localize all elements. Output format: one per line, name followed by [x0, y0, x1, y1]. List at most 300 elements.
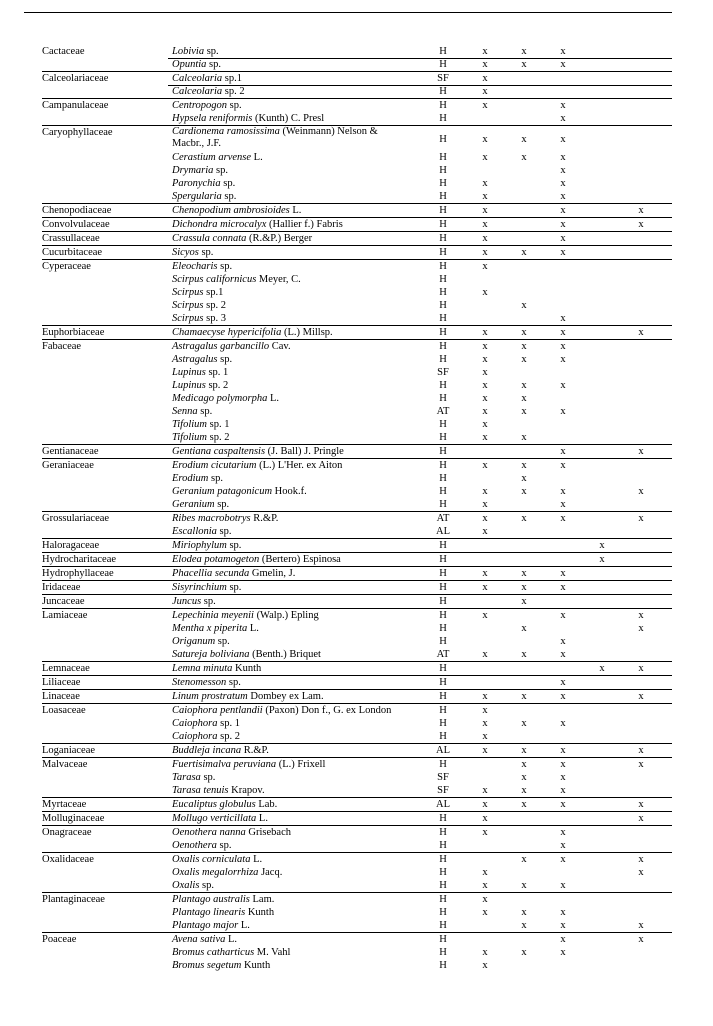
growth-form: H: [439, 219, 447, 230]
family-name: Lamiaceae: [42, 610, 88, 621]
species-genus: Paronychia: [172, 178, 221, 189]
table-row: [42, 946, 672, 959]
table-row: [42, 635, 672, 648]
species-authority: sp.: [201, 596, 216, 607]
mark-cell: x: [560, 582, 566, 593]
family-name: Hydrocharitaceae: [42, 554, 117, 565]
mark-cell: x: [560, 610, 566, 621]
species-authority: (Hallier f.) Fabris: [266, 219, 343, 230]
species-name: [172, 190, 236, 203]
species-authority: L.: [238, 920, 250, 931]
family-name: Grossulariaceae: [42, 513, 110, 524]
mark-cell: x: [638, 691, 644, 702]
species-name: [172, 431, 229, 444]
species-authority: (Kunth) C. Presl: [252, 113, 325, 124]
table-row: [42, 340, 672, 353]
mark-cell: x: [560, 499, 566, 510]
species-authority: sp.: [197, 406, 213, 417]
mark-cell: x: [638, 513, 644, 524]
mark-cell: x: [482, 432, 488, 443]
species-name: [172, 498, 229, 511]
growth-form: H: [439, 274, 447, 285]
species-genus: Tarasa tenuis: [172, 785, 229, 796]
species-name: [172, 648, 321, 661]
mark-cell: x: [560, 772, 566, 783]
growth-form: H: [439, 300, 447, 311]
mark-cell: x: [482, 100, 488, 111]
family-group: [42, 595, 672, 609]
species-name: [172, 690, 324, 703]
growth-form: H: [439, 960, 447, 971]
species-genus: Cardionema ramosissima: [172, 126, 280, 137]
mark-cell: x: [482, 380, 488, 391]
species-name: [172, 99, 242, 112]
table-row: [42, 933, 672, 946]
species-authority: sp.: [204, 46, 219, 57]
species-name: [172, 512, 278, 525]
species-authority: Krapov.: [228, 785, 265, 796]
mark-cell: x: [560, 827, 566, 838]
mark-cell: x: [521, 46, 527, 57]
mark-cell: x: [482, 86, 488, 97]
growth-form: H: [439, 582, 447, 593]
species-name: [172, 581, 241, 594]
mark-cell: x: [560, 59, 566, 70]
table-row: [42, 58, 672, 71]
species-genus: Erodium cicutarium: [172, 460, 257, 471]
family-group: [42, 826, 672, 853]
mark-cell: x: [521, 473, 527, 484]
mark-cell: x: [638, 934, 644, 945]
family-group: [42, 853, 672, 893]
species-genus: Linum prostratum: [172, 691, 248, 702]
growth-form: H: [439, 419, 447, 430]
growth-form: H: [439, 554, 447, 565]
family-group: [42, 445, 672, 459]
mark-cell: x: [638, 610, 644, 621]
species-authority: sp. 1: [217, 718, 240, 729]
family-group: [42, 260, 672, 326]
species-name: [172, 798, 277, 811]
mark-cell: x: [482, 499, 488, 510]
mark-cell: x: [521, 59, 527, 70]
growth-form: AT: [436, 406, 450, 417]
species-genus: Senna: [172, 406, 198, 417]
species-name: [172, 771, 215, 784]
table-row: [42, 771, 672, 784]
family-group: [42, 340, 672, 445]
species-name: [172, 595, 216, 608]
growth-form: H: [439, 568, 447, 579]
mark-cell: x: [482, 718, 488, 729]
family-group: [42, 704, 672, 744]
species-genus: Spergularia: [172, 191, 222, 202]
species-name: [172, 866, 282, 879]
family-group: [42, 459, 672, 512]
species-table: [42, 45, 672, 972]
species-genus: Escallonia: [172, 526, 217, 537]
species-genus: Phacellia secunda: [172, 568, 250, 579]
species-authority: sp.: [199, 880, 215, 891]
mark-cell: x: [482, 419, 488, 430]
species-name: [172, 72, 242, 85]
species-authority: L.: [247, 623, 259, 634]
mark-cell: x: [521, 880, 527, 891]
species-name: [172, 260, 232, 273]
mark-cell: x: [560, 513, 566, 524]
mark-cell: x: [638, 486, 644, 497]
species-genus: Tarasa: [172, 772, 201, 783]
table-row: [42, 959, 672, 972]
species-authority: sp.: [216, 526, 232, 537]
family-group: [42, 553, 672, 567]
species-genus: Mentha x piperita: [172, 623, 248, 634]
table-row: [42, 690, 672, 703]
growth-form: H: [439, 623, 447, 634]
mark-cell: x: [482, 785, 488, 796]
family-name: Gentianaceae: [42, 446, 99, 457]
species-genus: Caiophora: [172, 731, 218, 742]
mark-cell: x: [482, 233, 488, 244]
species-genus: Elodea potamogeton: [172, 554, 260, 565]
mark-cell: x: [638, 219, 644, 230]
growth-form: H: [439, 827, 447, 838]
mark-cell: x: [482, 568, 488, 579]
species-name: [172, 232, 312, 245]
table-row: [42, 893, 672, 906]
species-authority: R.&P.: [241, 745, 269, 756]
species-name: [172, 472, 223, 485]
table-row: [42, 839, 672, 852]
mark-cell: x: [521, 947, 527, 958]
mark-cell: x: [638, 813, 644, 824]
species-genus: Scirpus: [172, 300, 204, 311]
family-name: Plantaginaceae: [42, 894, 105, 905]
species-authority: sp.1: [203, 287, 224, 298]
family-name: Juncaceae: [42, 596, 85, 607]
growth-form: SF: [437, 785, 449, 796]
species-genus: Stenomesson: [172, 677, 227, 688]
growth-form: H: [439, 313, 447, 324]
mark-cell: x: [638, 205, 644, 216]
mark-cell: x: [482, 513, 488, 524]
mark-cell: x: [521, 649, 527, 660]
species-genus: Eleocharis: [172, 261, 218, 272]
table-row: [42, 99, 672, 112]
species-authority: Hook.f.: [272, 486, 307, 497]
mark-cell: x: [560, 947, 566, 958]
species-authority: sp.: [226, 540, 242, 551]
growth-form: H: [439, 205, 447, 216]
species-authority: Gmelin, J.: [249, 568, 296, 579]
table-row: [42, 512, 672, 525]
species-genus: Crassula connata: [172, 233, 247, 244]
species-authority: R.&P.: [250, 513, 279, 524]
table-row: [42, 539, 672, 552]
species-authority: sp. 2: [203, 300, 226, 311]
mark-cell: x: [560, 907, 566, 918]
species-genus: Mollugo verticillata: [172, 813, 257, 824]
mark-cell: x: [521, 380, 527, 391]
growth-form: H: [439, 540, 447, 551]
growth-form: H: [439, 691, 447, 702]
species-authority: sp.: [198, 247, 214, 258]
family-name: Cactaceae: [42, 46, 85, 57]
mark-cell: x: [638, 663, 644, 674]
species-genus: Astragalus garbancillo: [172, 341, 270, 352]
growth-form: H: [439, 840, 447, 851]
species-authority: M. Vahl: [254, 947, 291, 958]
species-genus: Chamaecyse hypericifolia: [172, 327, 282, 338]
growth-form: H: [439, 813, 447, 824]
species-authority: sp.: [216, 840, 232, 851]
table-row: [42, 85, 672, 98]
species-authority: sp.: [217, 354, 233, 365]
species-authority: sp.: [215, 636, 230, 647]
species-genus: Gentiana caspaltensis: [172, 446, 266, 457]
family-name: Fabaceae: [42, 341, 82, 352]
mark-cell: x: [560, 649, 566, 660]
species-name: [172, 839, 232, 852]
species-authority: Lam.: [249, 894, 275, 905]
species-authority: Cav.: [269, 341, 291, 352]
mark-cell: x: [482, 219, 488, 230]
growth-form: H: [439, 731, 447, 742]
species-genus: Satureja boliviana: [172, 649, 250, 660]
mark-cell: x: [638, 327, 644, 338]
mark-cell: x: [560, 854, 566, 865]
species-authority: Lab.: [255, 799, 278, 810]
species-authority: sp. 2: [222, 86, 245, 97]
species-name: [172, 58, 221, 71]
growth-form: H: [439, 327, 447, 338]
species-name: [172, 609, 319, 622]
species-name: [172, 879, 214, 892]
species-genus: Chenopodium ambrosioides: [172, 205, 290, 216]
mark-cell: x: [521, 513, 527, 524]
species-name: [172, 758, 325, 771]
species-name: [172, 826, 291, 839]
species-authority: sp.: [221, 191, 237, 202]
mark-cell: x: [482, 947, 488, 958]
table-row: [42, 366, 672, 379]
mark-cell: x: [482, 178, 488, 189]
table-row: [42, 879, 672, 892]
species-name: [172, 812, 268, 825]
mark-cell: x: [482, 247, 488, 258]
growth-form: H: [439, 261, 447, 272]
table-row: [42, 72, 672, 85]
mark-cell: x: [521, 785, 527, 796]
table-row: [42, 312, 672, 325]
species-genus: Medicago polymorpha: [172, 393, 268, 404]
growth-form: H: [439, 854, 447, 865]
growth-form: AL: [436, 526, 450, 537]
species-authority: (Walp.) Epling: [253, 610, 319, 621]
table-row: [42, 218, 672, 231]
growth-form: H: [439, 100, 447, 111]
growth-form: H: [439, 287, 447, 298]
species-name: [172, 405, 212, 418]
species-name: [172, 299, 226, 312]
species-genus: Lobivia: [172, 46, 205, 57]
growth-form: H: [439, 473, 447, 484]
species-authority: L.: [251, 152, 263, 163]
table-row: [42, 581, 672, 594]
family-name: Geraniaceae: [42, 460, 94, 471]
mark-cell: x: [560, 313, 566, 324]
mark-cell: x: [560, 191, 566, 202]
species-genus: Scirpus: [172, 313, 204, 324]
table-row: [42, 758, 672, 771]
mark-cell: x: [560, 759, 566, 770]
species-genus: Tifolium: [172, 419, 208, 430]
growth-form: H: [439, 610, 447, 621]
family-name: Myrtaceae: [42, 799, 87, 810]
mark-cell: x: [521, 152, 527, 163]
species-authority: L.: [256, 813, 268, 824]
family-name: Crassullaceae: [42, 233, 100, 244]
species-name: [172, 177, 235, 190]
family-name: Loasaceae: [42, 705, 86, 716]
mark-cell: x: [560, 205, 566, 216]
mark-cell: x: [482, 354, 488, 365]
table-row: [42, 798, 672, 811]
mark-cell: x: [521, 486, 527, 497]
species-genus: Geranium: [172, 499, 215, 510]
mark-cell: x: [482, 799, 488, 810]
family-name: Cucurbitaceae: [42, 247, 103, 258]
growth-form: SF: [437, 772, 449, 783]
species-name: [172, 85, 245, 98]
table-row: [42, 431, 672, 444]
species-authority: (R.&P.) Berger: [246, 233, 313, 244]
species-genus: Caiophora pentlandii: [172, 705, 263, 716]
table-row: [42, 784, 672, 797]
mark-cell: x: [521, 920, 527, 931]
species-genus: Scirpus californicus: [172, 274, 257, 285]
growth-form: H: [439, 86, 447, 97]
mark-cell: x: [560, 840, 566, 851]
mark-cell: x: [521, 759, 527, 770]
species-name: [172, 744, 269, 757]
species-authority: sp.: [226, 677, 241, 688]
family-group: [42, 99, 672, 126]
growth-form: H: [439, 894, 447, 905]
species-genus: Drymaria: [172, 165, 214, 176]
mark-cell: x: [560, 691, 566, 702]
species-authority: L.: [267, 393, 280, 404]
species-genus: Erodium: [172, 473, 209, 484]
species-authority: sp. 1: [205, 367, 229, 378]
species-genus: Plantago australis: [172, 894, 250, 905]
species-genus: Plantago linearis: [172, 907, 246, 918]
family-group: [42, 933, 672, 972]
mark-cell: x: [482, 261, 488, 272]
growth-form: H: [439, 934, 447, 945]
species-name: [172, 853, 262, 866]
table-row: [42, 730, 672, 743]
table-row: [42, 286, 672, 299]
table-row: [42, 609, 672, 622]
species-authority: Kunth: [245, 907, 275, 918]
species-name: [172, 246, 213, 259]
species-name: [172, 164, 228, 177]
mark-cell: x: [599, 663, 605, 674]
growth-form: H: [439, 499, 447, 510]
mark-cell: x: [482, 327, 488, 338]
species-authority: Kunth: [241, 960, 271, 971]
mark-cell: x: [482, 191, 488, 202]
species-genus: Caiophora: [172, 718, 218, 729]
mark-cell: x: [482, 827, 488, 838]
species-name: [172, 959, 270, 972]
table-row: [42, 418, 672, 431]
species-name: [172, 218, 343, 231]
mark-cell: x: [638, 446, 644, 457]
mark-cell: x: [521, 460, 527, 471]
species-genus: Avena sativa: [172, 934, 226, 945]
species-genus: Dichondra microcalyx: [172, 219, 267, 230]
family-name: Oxalidaceae: [42, 854, 94, 865]
growth-form: SF: [437, 367, 449, 378]
species-name: [172, 126, 392, 149]
table-row: [42, 379, 672, 392]
mark-cell: x: [560, 152, 566, 163]
species-genus: Juncus: [172, 596, 202, 607]
mark-cell: x: [638, 745, 644, 756]
table-row: [42, 717, 672, 730]
mark-cell: x: [482, 813, 488, 824]
growth-form: H: [439, 759, 447, 770]
species-name: [172, 553, 341, 566]
growth-form: H: [439, 920, 447, 931]
table-row: [42, 112, 672, 125]
family-name: Loganiaceae: [42, 745, 96, 756]
family-group: [42, 567, 672, 581]
table-row: [42, 392, 672, 405]
mark-cell: x: [521, 341, 527, 352]
species-name: [172, 662, 261, 675]
table-row: [42, 204, 672, 217]
mark-cell: x: [638, 623, 644, 634]
family-name: Linaceae: [42, 691, 80, 702]
species-genus: Lemna minuta: [172, 663, 233, 674]
mark-cell: x: [521, 582, 527, 593]
species-genus: Calceolaria: [172, 86, 223, 97]
mark-cell: x: [638, 867, 644, 878]
species-authority: sp. 1: [207, 419, 230, 430]
family-group: [42, 798, 672, 812]
growth-form: H: [439, 486, 447, 497]
mark-cell: x: [482, 59, 488, 70]
table-row: [42, 498, 672, 511]
species-genus: Astragalus: [172, 354, 218, 365]
growth-form: H: [439, 233, 447, 244]
table-row: [42, 273, 672, 286]
table-row: [42, 567, 672, 580]
mark-cell: x: [521, 568, 527, 579]
mark-cell: x: [638, 799, 644, 810]
species-authority: L.: [225, 934, 238, 945]
family-name: Haloragaceae: [42, 540, 100, 551]
growth-form: H: [439, 46, 447, 57]
species-name: [172, 312, 226, 325]
species-name: [172, 525, 232, 538]
mark-cell: x: [638, 759, 644, 770]
species-genus: Scirpus: [172, 287, 204, 298]
mark-cell: x: [482, 907, 488, 918]
